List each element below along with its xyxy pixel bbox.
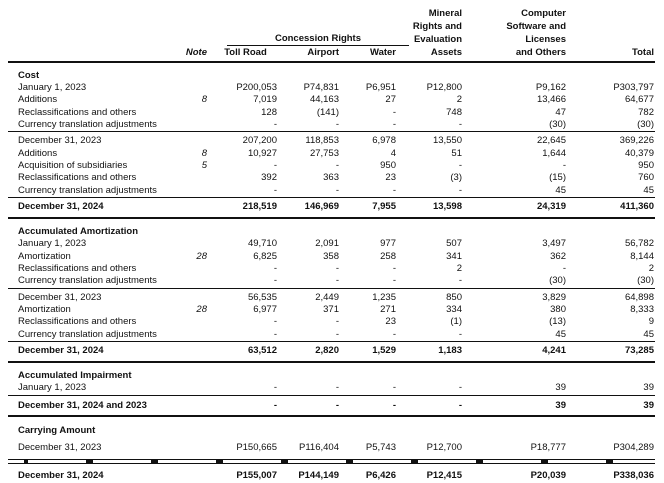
value-cell: 63,512 xyxy=(247,344,277,356)
value-cell: 64,898 xyxy=(624,291,654,303)
value-cell: (30) xyxy=(637,119,654,131)
value-cell: - xyxy=(392,119,396,131)
value-cell: 7,019 xyxy=(253,94,277,106)
row-label: Additions xyxy=(18,147,58,159)
row-label: Amortization xyxy=(18,303,71,315)
value-cell: 850 xyxy=(446,291,462,303)
value-cell: 44,163 xyxy=(309,94,339,106)
value-cell: - xyxy=(335,159,339,171)
value-cell: - xyxy=(273,263,277,275)
value-cell xyxy=(567,70,655,82)
section-title: Cost xyxy=(18,69,40,81)
note-cell: 8 xyxy=(201,147,207,159)
value-cell: 271 xyxy=(380,303,396,315)
value-cell: 2,820 xyxy=(315,344,339,356)
computer-header-line: Software and xyxy=(506,20,566,32)
value-cell: P12,700 xyxy=(426,442,462,454)
note-cell xyxy=(172,316,213,328)
value-cell: 13,550 xyxy=(432,135,462,147)
section-title: Accumulated Impairment xyxy=(18,370,132,382)
row-label: Currency translation adjustments xyxy=(18,119,157,131)
value-cell: 9 xyxy=(648,316,654,328)
value-cell: 39 xyxy=(555,382,566,394)
column-header-mineral-assets: Assets xyxy=(430,47,462,59)
value-cell: P200,053 xyxy=(236,82,277,94)
value-cell: 13,598 xyxy=(432,200,462,212)
value-cell: P116,404 xyxy=(299,442,339,454)
row-label: Currency translation adjustments xyxy=(18,184,157,196)
row-label: December 31, 2024 xyxy=(18,200,104,212)
note-cell xyxy=(172,82,213,94)
table-row xyxy=(8,238,655,250)
value-cell: P144,149 xyxy=(298,469,339,481)
row-label: December 31, 2023 xyxy=(18,135,102,147)
value-cell: 369,226 xyxy=(619,135,654,147)
table-header xyxy=(8,8,655,63)
value-cell xyxy=(213,226,278,238)
value-cell xyxy=(397,70,463,82)
value-cell: 2,091 xyxy=(315,238,339,250)
value-cell: - xyxy=(335,184,339,196)
section-title: Carrying Amount xyxy=(18,425,96,437)
note-cell xyxy=(172,470,213,482)
concession-rights-group xyxy=(213,33,397,47)
value-cell: 1,644 xyxy=(542,147,566,159)
row-label: December 31, 2023 xyxy=(18,442,102,454)
row-label: Acquisition of subsidiaries xyxy=(18,159,128,171)
table-row xyxy=(8,172,655,184)
row-label: December 31, 2024 xyxy=(18,344,104,356)
column-header-water: Water xyxy=(369,47,396,59)
value-cell: (13) xyxy=(549,316,566,328)
value-cell: P338,036 xyxy=(613,469,654,481)
value-cell: (30) xyxy=(549,275,566,287)
value-cell: P18,777 xyxy=(530,442,566,454)
column-header-toll-road: Toll Road xyxy=(224,47,267,59)
value-cell: 2,449 xyxy=(315,291,339,303)
value-cell: 8,144 xyxy=(630,250,654,262)
value-cell: 56,782 xyxy=(624,238,654,250)
value-cell: 2 xyxy=(648,263,654,275)
value-cell xyxy=(213,70,278,82)
value-cell: 49,710 xyxy=(247,238,277,250)
value-cell xyxy=(278,425,340,437)
note-cell xyxy=(172,442,213,454)
value-cell xyxy=(340,425,397,437)
value-cell: (30) xyxy=(637,275,654,287)
note-cell xyxy=(172,275,213,287)
value-cell: 977 xyxy=(380,238,396,250)
mineral-header-line: Mineral xyxy=(428,8,462,19)
value-cell: P12,800 xyxy=(426,82,462,94)
value-cell: 23 xyxy=(385,172,396,184)
computer-header-line: Licenses xyxy=(525,33,566,45)
value-cell: 358 xyxy=(323,250,339,262)
value-cell: 6,978 xyxy=(372,135,396,147)
row-label: January 1, 2023 xyxy=(18,238,87,250)
value-cell: - xyxy=(458,328,462,340)
value-cell: (3) xyxy=(450,172,462,184)
table-row xyxy=(8,185,655,197)
table-row xyxy=(8,316,655,328)
row-label: Reclassifications and others xyxy=(18,172,137,184)
value-cell xyxy=(397,370,463,382)
note-cell xyxy=(172,238,213,250)
value-cell: 748 xyxy=(446,106,462,118)
value-cell: P303,797 xyxy=(613,82,654,94)
value-cell: - xyxy=(335,328,339,340)
value-cell: P6,951 xyxy=(365,82,396,94)
section-header-row xyxy=(8,363,655,382)
value-cell: - xyxy=(335,275,339,287)
value-cell: 782 xyxy=(638,106,654,118)
value-cell: 56,535 xyxy=(247,291,277,303)
value-cell: - xyxy=(392,106,396,118)
value-cell xyxy=(278,226,340,238)
value-cell: 27,753 xyxy=(309,147,339,159)
value-cell: - xyxy=(273,119,277,131)
value-cell: 6,825 xyxy=(253,250,277,262)
table-row xyxy=(8,82,655,94)
value-cell: - xyxy=(392,382,396,394)
value-cell: - xyxy=(458,382,462,394)
value-cell: - xyxy=(562,159,566,171)
value-cell: 950 xyxy=(380,159,396,171)
value-cell: - xyxy=(458,399,462,411)
note-cell: 28 xyxy=(196,250,207,262)
section-header-row xyxy=(8,70,655,82)
note-cell xyxy=(172,292,213,304)
row-label: January 1, 2023 xyxy=(18,82,87,94)
value-cell: 47 xyxy=(555,106,566,118)
value-cell: 218,519 xyxy=(242,200,277,212)
value-cell: 6,977 xyxy=(253,303,277,315)
note-cell xyxy=(172,382,213,394)
value-cell: 22,645 xyxy=(536,135,566,147)
row-label: December 31, 2024 xyxy=(18,469,104,481)
value-cell: 1,235 xyxy=(372,291,396,303)
table-row xyxy=(8,342,655,361)
section-title: Accumulated Amortization xyxy=(18,226,138,238)
value-cell: - xyxy=(273,275,277,287)
value-cell: - xyxy=(458,275,462,287)
header-spacer xyxy=(8,46,172,60)
note-cell xyxy=(172,370,213,382)
value-cell: - xyxy=(392,328,396,340)
header-columns-row xyxy=(8,46,655,60)
value-cell: 146,969 xyxy=(304,200,339,212)
value-cell: 341 xyxy=(446,250,462,262)
value-cell xyxy=(278,70,340,82)
value-cell: - xyxy=(392,275,396,287)
header-group-row xyxy=(8,8,655,46)
table-row xyxy=(8,132,655,147)
note-cell xyxy=(172,185,213,197)
value-cell: - xyxy=(335,119,339,131)
value-cell: 3,829 xyxy=(542,291,566,303)
value-cell: 64,677 xyxy=(624,94,654,106)
value-cell: 371 xyxy=(323,303,339,315)
row-label: Reclassifications and others xyxy=(18,106,137,118)
note-cell: 5 xyxy=(201,159,207,171)
header-rule xyxy=(8,61,655,63)
value-cell xyxy=(340,370,397,382)
table-row xyxy=(8,304,655,316)
note-cell xyxy=(172,226,213,238)
value-cell xyxy=(463,70,567,82)
value-cell: - xyxy=(273,316,277,328)
value-cell: P20,039 xyxy=(530,469,566,481)
table-row xyxy=(8,329,655,341)
value-cell: 507 xyxy=(446,238,462,250)
value-cell: 392 xyxy=(261,172,277,184)
row-label: Reclassifications and others xyxy=(18,263,137,275)
value-cell: 40,379 xyxy=(624,147,654,159)
value-cell: P155,007 xyxy=(236,469,277,481)
note-cell xyxy=(172,172,213,184)
value-cell: P74,831 xyxy=(303,82,339,94)
value-cell xyxy=(213,425,278,437)
row-label: December 31, 2023 xyxy=(18,291,102,303)
value-cell: 380 xyxy=(550,303,566,315)
value-cell: P5,743 xyxy=(365,442,396,454)
value-cell: 8,333 xyxy=(630,303,654,315)
value-cell: 4,241 xyxy=(542,344,566,356)
row-label: January 1, 2023 xyxy=(18,382,87,394)
table-row xyxy=(8,148,655,160)
mineral-header-line: Rights and xyxy=(412,20,462,32)
value-cell: 51 xyxy=(451,147,462,159)
section-header-row xyxy=(8,417,655,437)
table-row xyxy=(8,382,655,394)
value-cell xyxy=(567,226,655,238)
note-cell xyxy=(172,119,213,131)
value-cell xyxy=(340,70,397,82)
table-row xyxy=(8,263,655,275)
value-cell: P304,289 xyxy=(613,442,654,454)
value-cell: 45 xyxy=(555,184,566,196)
row-label: Currency translation adjustments xyxy=(18,328,157,340)
value-cell: 362 xyxy=(550,250,566,262)
note-cell xyxy=(172,107,213,119)
value-cell: 27 xyxy=(385,94,396,106)
value-cell: 45 xyxy=(643,328,654,340)
table-row xyxy=(8,94,655,106)
value-cell: 363 xyxy=(323,172,339,184)
row-label: Additions xyxy=(18,94,58,106)
table-row xyxy=(8,396,655,415)
value-cell: 2 xyxy=(456,94,462,106)
value-cell: 4 xyxy=(390,147,396,159)
computer-software-header xyxy=(463,8,567,46)
value-cell: P9,162 xyxy=(535,82,566,94)
value-cell: P6,426 xyxy=(365,469,396,481)
row-label: Amortization xyxy=(18,250,71,262)
value-cell: (30) xyxy=(549,119,566,131)
value-cell: 1,529 xyxy=(372,344,396,356)
table-row xyxy=(8,107,655,119)
section-header-row xyxy=(8,219,655,238)
table-row xyxy=(8,437,655,458)
value-cell: 3,497 xyxy=(542,238,566,250)
value-cell: - xyxy=(392,263,396,275)
value-cell: 2 xyxy=(456,263,462,275)
value-cell: - xyxy=(392,184,396,196)
mineral-header-line: Evaluation xyxy=(413,33,462,45)
row-label: December 31, 2024 and 2023 xyxy=(18,399,147,411)
note-cell xyxy=(172,329,213,341)
value-cell: P12,415 xyxy=(426,469,462,481)
value-cell: 73,285 xyxy=(624,344,654,356)
value-cell xyxy=(278,370,340,382)
value-cell xyxy=(567,425,655,437)
column-header-note: Note xyxy=(185,47,207,59)
value-cell: 207,200 xyxy=(242,135,277,147)
value-cell: (1) xyxy=(450,316,462,328)
value-cell xyxy=(213,370,278,382)
row-label: Currency translation adjustments xyxy=(18,275,157,287)
value-cell: - xyxy=(273,184,277,196)
value-cell: (141) xyxy=(316,106,339,118)
value-cell: (15) xyxy=(549,172,566,184)
row-label: Reclassifications and others xyxy=(18,316,137,328)
value-cell: 39 xyxy=(643,399,654,411)
value-cell: - xyxy=(392,399,396,411)
column-header-total: Total xyxy=(632,47,654,59)
note-cell xyxy=(172,201,213,213)
value-cell xyxy=(340,226,397,238)
value-cell: 334 xyxy=(446,303,462,315)
value-cell: 411,360 xyxy=(620,200,654,212)
table-row xyxy=(8,198,655,217)
value-cell: 1,183 xyxy=(438,344,462,356)
value-cell xyxy=(463,370,567,382)
value-cell: - xyxy=(335,382,339,394)
value-cell: - xyxy=(273,328,277,340)
note-cell xyxy=(172,263,213,275)
table-row xyxy=(8,119,655,131)
note-cell: 8 xyxy=(201,94,207,106)
value-cell: - xyxy=(335,316,339,328)
value-cell: 760 xyxy=(638,172,654,184)
table-row xyxy=(8,160,655,172)
value-cell: 45 xyxy=(643,184,654,196)
column-header-licenses-others: and Others xyxy=(515,47,566,59)
value-cell: 118,853 xyxy=(305,135,339,147)
value-cell: - xyxy=(273,382,277,394)
value-cell: - xyxy=(273,159,277,171)
value-cell: 39 xyxy=(555,399,566,411)
value-cell: 258 xyxy=(380,250,396,262)
value-cell: 950 xyxy=(638,159,654,171)
value-cell: 128 xyxy=(261,106,277,118)
value-cell: - xyxy=(273,399,277,411)
value-cell xyxy=(567,370,655,382)
computer-header-line: Computer xyxy=(521,8,566,19)
value-cell xyxy=(397,226,463,238)
note-cell xyxy=(172,135,213,147)
note-cell xyxy=(172,425,213,437)
value-cell: 7,955 xyxy=(372,200,396,212)
table-row xyxy=(8,275,655,287)
note-cell xyxy=(172,345,213,357)
table-row xyxy=(8,464,655,483)
note-cell xyxy=(172,70,213,82)
mineral-rights-header xyxy=(397,8,463,46)
value-cell: - xyxy=(458,119,462,131)
table-row xyxy=(8,251,655,263)
value-cell xyxy=(397,425,463,437)
value-cell: 24,319 xyxy=(536,200,566,212)
value-cell: - xyxy=(458,159,462,171)
note-cell xyxy=(172,400,213,412)
value-cell: - xyxy=(335,399,339,411)
value-cell xyxy=(463,425,567,437)
concession-rights-group-label: Concession Rights xyxy=(227,33,409,47)
value-cell: 13,466 xyxy=(536,94,566,106)
value-cell: - xyxy=(458,184,462,196)
value-cell: - xyxy=(335,263,339,275)
value-cell: 23 xyxy=(385,316,396,328)
table-body xyxy=(8,70,655,483)
value-cell: 45 xyxy=(555,328,566,340)
value-cell: 39 xyxy=(643,382,654,394)
value-cell: - xyxy=(562,263,566,275)
value-cell: 10,927 xyxy=(247,147,277,159)
note-cell: 28 xyxy=(196,303,207,315)
column-header-airport: Airport xyxy=(307,47,339,59)
value-cell xyxy=(463,226,567,238)
table-row xyxy=(8,289,655,304)
value-cell: P150,665 xyxy=(236,442,277,454)
